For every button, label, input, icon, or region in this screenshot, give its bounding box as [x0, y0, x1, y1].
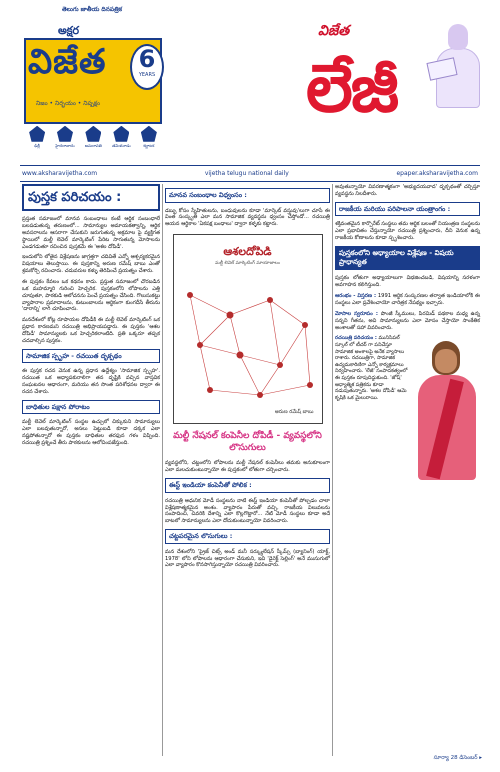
paragraph: ప్రస్తుత సమాజంలో మానవ సంబంధాలు కంటే ఆర్థిక సంబంధాలే బలపడుతున్న తరుణంలో... సామాన్యుల అమాయకత్వాన్ని, ఆర్థిక అవసరాలను ఆసరాగా చేసుకుని జరుగుతున్న అక్రమాల పై వ్యక్తిగత స్థాయిలో మల్టీ లెవెల్ మార్కెటింగ్ పేరిట సాగుతున్న మోసాలను ఎండగడుతూ రచించిన పుస్తకమే ఈ 'ఆశల దోపిడీ'.	[22, 216, 160, 250]
monument-band	[24, 114, 162, 148]
column-3	[335, 184, 480, 565]
logo-vijetha: విజేత	[28, 42, 107, 82]
edition-big-title: లేజీ	[306, 50, 398, 127]
column-2	[165, 184, 330, 573]
monument-icon: ఢిల్లీ	[29, 126, 45, 148]
book-cover-image	[173, 234, 323, 424]
edition-logo	[300, 20, 490, 150]
url-bar	[0, 168, 500, 180]
book-cover-subtitle: మల్టీ లెవెల్ మార్కెటింగ్ మాయాజాలం	[215, 261, 280, 267]
anniversary-label: YEARS	[138, 72, 156, 78]
paragraph: ఈ పుస్తకం కేవలం ఒక కథనం కాదు. ప్రస్తుత సమాజంలో చొరబడిన ఒక మహమ్మారి గురించి హెచ్చరిక. పుస్తకంలోని లోపాలను ఎత్తి చూపుతూ, పాఠకుడి ఆలోచనను పెంచే ప్రయత్నం చేసింది. గొలుసుకట్టు వ్యాపారాల ప్రమాదాలను, కుటుంబాలను ఆర్థికంగా కుంగదీసే తీరును 'దారాన్ని' లాగి చూపించారు.	[22, 279, 161, 313]
page-footer: సూర్యా 28 డిసెంబర్ ▸	[433, 754, 482, 761]
paragraph: అవుతున్నాయో వివరణాత్మకంగా 'అభ్యుదయవాద' దృక్పథంతో చర్చిస్తూ వ్యవస్థను నిలదీశారు.	[335, 184, 480, 197]
paragraph	[335, 293, 480, 307]
newspaper-logo[interactable]	[18, 18, 168, 148]
website-link[interactable]: www.aksharavijetha.com	[22, 170, 98, 178]
paragraph: ఈ పుస్తక రచన వెనుక ఉన్న ప్రధాన ఉద్దేశ్యం 'సామాజిక స్పృహ'. రచయిత ఒక అధ్యాపకురాలిగా తన దృష్టికి వచ్చిన వాస్తవిక సంఘటనల ఆధారంగా, మరియు తన సొంత పరిశోధనల ద్వారా ఈ రచన చేశారు.	[22, 368, 160, 395]
paragraph: రచయిత్రి ఆధునిక మోడీ సంస్థలను నాటి ఈస్ట్ ఇండియా కంపెనీతో పోల్చడం చాలా విశ్లేషణాత్మకమైన అంశం. వ్యాపారం పేరుతో వచ్చి, రాజకీయ విలువలను సంపాదించి, చివరికి దేశాన్ని ఎలా కొల్లగొట్టారో... నేటి మోడీ సంస్థలు కూడా అదే బాటలో సామాన్యులను ఎలా దోచుకుంటున్నాయో వివరించారు.	[165, 497, 330, 525]
woman-illustration-icon	[420, 20, 490, 115]
subheading: మానవ సంబంధాల విధ్వంసం :	[165, 188, 330, 203]
monument-icon: తమిళనాడు	[112, 126, 130, 148]
subheading: సామాజిక స్పృహ - రచయిత దృక్పథం	[22, 349, 160, 364]
subheading: చట్టపరమైన లొసుగులు :	[165, 529, 330, 544]
paragraph	[335, 311, 480, 332]
paragraph: వ్యవస్థలోని, చట్టంలోని లోపాలను మల్టీ నేషనల్ కంపెనీలు తమకు అనుకూలంగా ఎలా మలచుకుంటున్నాయో ఈ పుస్తకంలో లోతుగా చర్చించారు.	[165, 460, 330, 474]
section-title-box	[22, 184, 160, 211]
paragraph: మల్టీ లెవెల్ మార్కెటింగ్ సంస్థల ఉచ్చులో చిక్కుకుని సామాన్యులు ఎలా బలవుతున్నారో, అసలు పెట్టుబడి కూడా దక్కక ఎలా నష్టపోతున్నారో ఈ పుస్తకం బాధితుల తరఫున గళం విప్పింది. రచయిత్రి ప్రశ్నించే తీరు పాఠకులను ఆలోచింపజేస్తుంది.	[22, 419, 160, 446]
lead-in: మోసాల స్వరూపం :	[335, 310, 378, 317]
column-divider	[162, 184, 163, 756]
logo-motto: నిజం • నిర్భయం • నిష్పక్షం	[36, 100, 101, 107]
paragraph: మనదేశంలో కోట్ల రూపాయల దోపిడీకి ఈ మల్టీ లెవెల్ మార్కెటింగ్ ఒక ప్రధాన కారణమని రచయిత్రి అభిప్రాయపడ్డారు. ఈ పుస్తకం 'ఆశల దోపిడీ' సామాన్యులకు ఒక హెచ్చరికలాంటిది. ప్రతి ఒక్కరూ తప్పక చదవాల్సిన పుస్తకం.	[22, 317, 160, 344]
paragraph-text: 1991 ఆర్థిక సంస్కరణల తర్వాత ఇండియాలోకి ఈ సంస్థలు ఎలా ప్రవేశించాయో చారిత్రక నేపథ్యం ఇచ్చారు.	[335, 293, 481, 306]
logo-akshara: అక్షర	[58, 24, 80, 37]
feature-banner: మల్టీ నేషనల్ కంపెనీల దోపిడీ - వ్యవస్థలోని లొసుగులు	[173, 431, 322, 454]
subheading: రాజకీయ మరియు పరిపాలనా యంత్రాంగం :	[335, 202, 480, 217]
subheading: ఈస్ట్ ఇండియా కంపెనీతో పోలిక :	[165, 478, 330, 493]
paragraph: శక్తివంతమైన కార్పొరేట్ సంస్థలు తమ ఆర్థిక బలంతో నియంత్రణ సంస్థలను ఎలా ప్రభావితం చేస్తున్నాయో రచయిత్రి ప్రశ్నించారు, దీని వెనుక ఉన్న రాజకీయ కోణాలను కూడా స్పృశించారు.	[335, 221, 481, 242]
monument-icon: కర్ణాటక	[141, 126, 157, 148]
paragraph: మన దేశంలోని 'ప్రైజ్ చిట్స్ అండ్ మనీ సర్క్యులేషన్ స్కీమ్స్ (బ్యానింగ్) యాక్ట్, 1978' లోని లోపాలను ఆధారంగా చేసుకుని, ఇవి 'డైరెక్ట్ సెల్లింగ్' అనే ముసుగులో ఎలా వ్యాపారం కొనసాగిస్తున్నాయో రచయిత్రి వివరించారు.	[165, 548, 330, 569]
paragraph: ఇందులోని లోతైన విశ్లేషణను జాగ్రత్తగా చదివితే ఎన్నో ఆశ్చర్యకరమైన విషయాలు తెలుస్తాయి. ఈ పుస్తకాన్ని అరుణ రమేష్ బాబు ఎంతో శ్రమకోర్చి రచించారు. చదువరుల కళ్ళు తెరిపించే ప్రయత్నం చేశారు.	[22, 254, 160, 275]
paragraph: పుస్తకం లోతుగా అధ్యాయాలుగా విభజించబడి, విషయాన్ని సరళంగా అవగాహన కలిగిస్తుంది.	[335, 275, 480, 289]
highlighted-subheading: పుస్తకంలోని అధ్యాయాల విశ్లేషణ - విషయ ప్రాధాన్యత	[335, 246, 480, 270]
divider	[20, 181, 480, 182]
tagline: తెలుగు జాతీయ దినపత్రిక	[62, 6, 122, 13]
column-1	[22, 184, 160, 451]
section-title: పుస్తక పరిచయం :	[28, 190, 122, 205]
book-cover-author: అరుణ రమేష్ బాబు	[274, 408, 314, 415]
epaper-link[interactable]: epaper.aksharavijetha.com	[396, 170, 478, 178]
monument-icon: అమరావతి	[85, 126, 102, 148]
monument-icon: హైదరాబాదు	[55, 126, 74, 148]
subheading: బాధితుల పక్షాన పోరాటం	[22, 400, 160, 415]
edition-small-title: విజేత	[318, 23, 350, 39]
divider	[20, 165, 480, 166]
paragraph: డబ్బు కోసం స్నేహితులను, బంధువులను కూడా 'మార్కెట్ వస్తువు'లుగా చూసే ఈ వింత సంస్కృతి ఎలా మన సామాజిక వ్యవస్థను ధ్వంసం చేస్తోందో... రచయిత్రి ఆయన ఆర్థికాల 'ఏకపక్ష బంధాలు' ద్వారా కళ్ళకు కట్టారు.	[165, 207, 330, 228]
anniversary-number: 6	[138, 45, 156, 73]
masthead	[0, 0, 500, 164]
paragraph-text: మునిసిపల్ స్కూల్ లో టీచర్ గా పనిచేస్తూ సామాజిక అంశాలపై అనేక వ్యాసాలు రాశారు. రచయిత్రిగా, సామాజిక ఉద్యమకారిణిగా ఎన్నో కార్యక్రమాలు నిర్వహించారు. 'లేజీ' సంపాదకత్వంలో ఈ పుస్తకం రూపుదిద్దుకుంది. 'జోష్' ఆధ్యాత్మిక పత్రికను కూడా నడుపుతున్నారు. 'ఆశల దోపిడీ' ఆమె కృషికి ఒక మైలురాయి.	[335, 335, 408, 401]
paragraph-text: పొంజీ స్కీములు, పిరమిడ్ పథకాల మధ్య ఉన్న సన్నని గీతను, అవి సామాన్యులను ఎలా మోసం చేస్తాయో సాంకేతిక అంశాలతో సహా వివరించారు.	[335, 310, 480, 331]
newspaper-descriptor: vijetha telugu national daily	[204, 170, 289, 178]
author-profile	[335, 335, 480, 565]
author-photo	[414, 335, 480, 485]
lead-in: ఆరంభం - విస్తరణ :	[335, 293, 377, 300]
column-divider	[332, 184, 333, 756]
network-graphic-icon	[180, 275, 318, 405]
book-cover-title: ఆశలదోపిడి	[223, 245, 272, 259]
author-bio	[335, 335, 411, 401]
lead-in: రచయిత్రి పరిచయం :	[335, 335, 377, 342]
anniversary-badge	[130, 44, 164, 90]
